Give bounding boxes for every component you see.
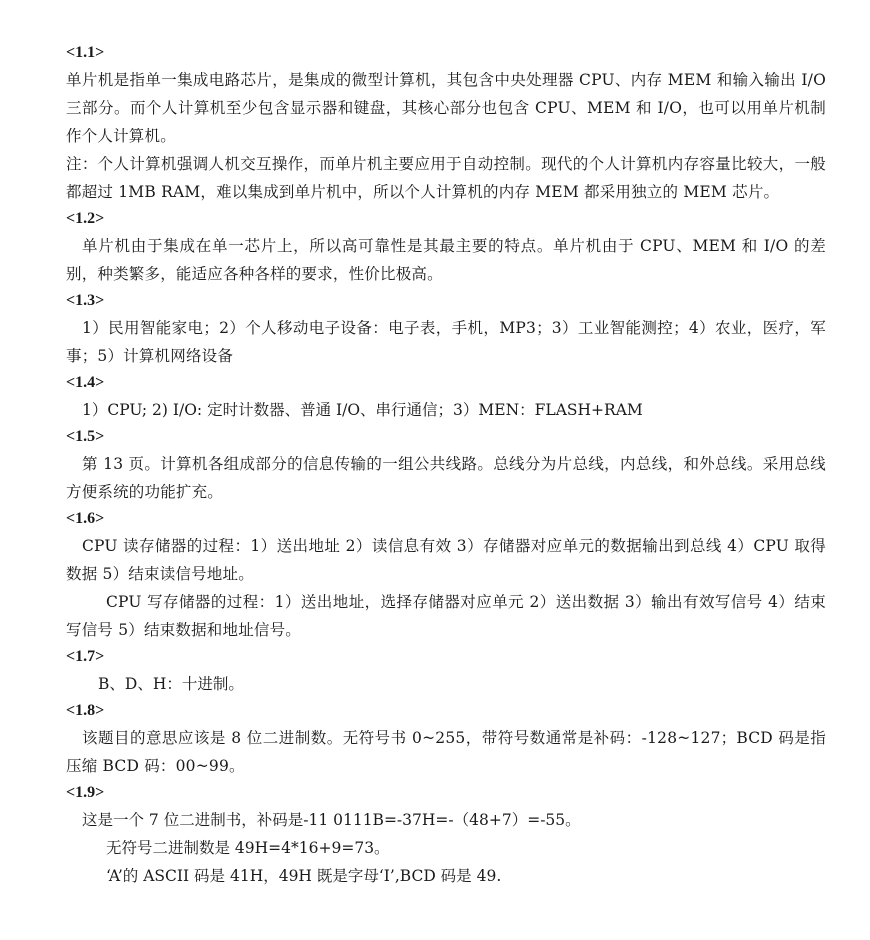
note-paragraph: 注：个人计算机强调人机交互操作，而单片机主要应用于自动控制。现代的个人计算机内存容量比较大，一般都超过 1MB RAM，难以集成到单片机中，所以个人计算机的内存 MEM 都采用独立的 MEM 芯片。 — [66, 155, 826, 201]
section-heading: <1.2> — [66, 210, 105, 227]
section-1-9 — [66, 780, 826, 890]
paragraph: 单片机是指单一集成电路芯片，是集成的微型计算机，其包含中央处理器 CPU、内存 MEM 和输入输出 I/O 三部分。而个人计算机至少包含显示器和键盘，其核心部分也包含 CPU、MEM 和 I/O，也可以用单片机制作个人计算机。 — [66, 71, 826, 145]
section-heading: <1.9> — [66, 784, 105, 801]
section-heading: <1.5> — [66, 428, 105, 445]
paragraph: 1）民用智能家电；2）个人移动电子设备：电子表，手机，MP3；3）工业智能测控；4）农业，医疗，军事；5）计算机网络设备 — [66, 319, 826, 365]
section-1-1 — [66, 40, 826, 206]
paragraph: 该题目的意思应该是 8 位二进制数。无符号书 0~255，带符号数通常是补码：-128~127；BCD 码是指压缩 BCD 码：00~99。 — [66, 729, 826, 775]
section-heading: <1.8> — [66, 702, 105, 719]
paragraph: 无符号二进制数是 49H=4*16+9=73。 — [106, 839, 390, 857]
section-heading: <1.1> — [66, 44, 105, 61]
section-heading: <1.7> — [66, 648, 105, 665]
paragraph: 这是一个 7 位二进制书，补码是-11 0111B=-37H=-（48+7）=-55。 — [82, 811, 581, 829]
section-1-8 — [66, 698, 826, 780]
paragraph: CPU 读存储器的过程：1）送出地址 2）读信息有效 3）存储器对应单元的数据输出到总线 4）CPU 取得数据 5）结束读信号地址。 — [66, 537, 826, 583]
paragraph: 第 13 页。计算机各组成部分的信息传输的一组公共线路。总线分为片总线，内总线，和外总线。采用总线方便系统的功能扩充。 — [66, 455, 826, 501]
section-1-2 — [66, 206, 826, 288]
paragraph: 1）CPU; 2) I/O: 定时计数器、普通 I/O、串行通信；3）MEN：FLASH+RAM — [82, 401, 643, 419]
section-1-5 — [66, 424, 826, 506]
paragraph: CPU 写存储器的过程：1）送出地址，选择存储器对应单元 2）送出数据 3）输出有效写信号 4）结束写信号 5）结束数据和地址信号。 — [66, 593, 826, 639]
section-1-3 — [66, 288, 826, 370]
paragraph: ‘A’的 ASCII 码是 41H，49H 既是字母‘I’,BCD 码是 49. — [106, 867, 502, 885]
paragraph: 单片机由于集成在单一芯片上，所以高可靠性是其最主要的特点。单片机由于 CPU、MEM 和 I/O 的差别，种类繁多，能适应各种各样的要求，性价比极高。 — [66, 237, 826, 283]
document-page — [66, 40, 826, 890]
section-1-7 — [66, 644, 826, 698]
section-heading: <1.6> — [66, 510, 105, 527]
section-heading: <1.4> — [66, 374, 105, 391]
paragraph: B、D、H：十进制。 — [98, 675, 244, 693]
section-heading: <1.3> — [66, 292, 105, 309]
section-1-4 — [66, 370, 826, 424]
section-1-6 — [66, 506, 826, 644]
